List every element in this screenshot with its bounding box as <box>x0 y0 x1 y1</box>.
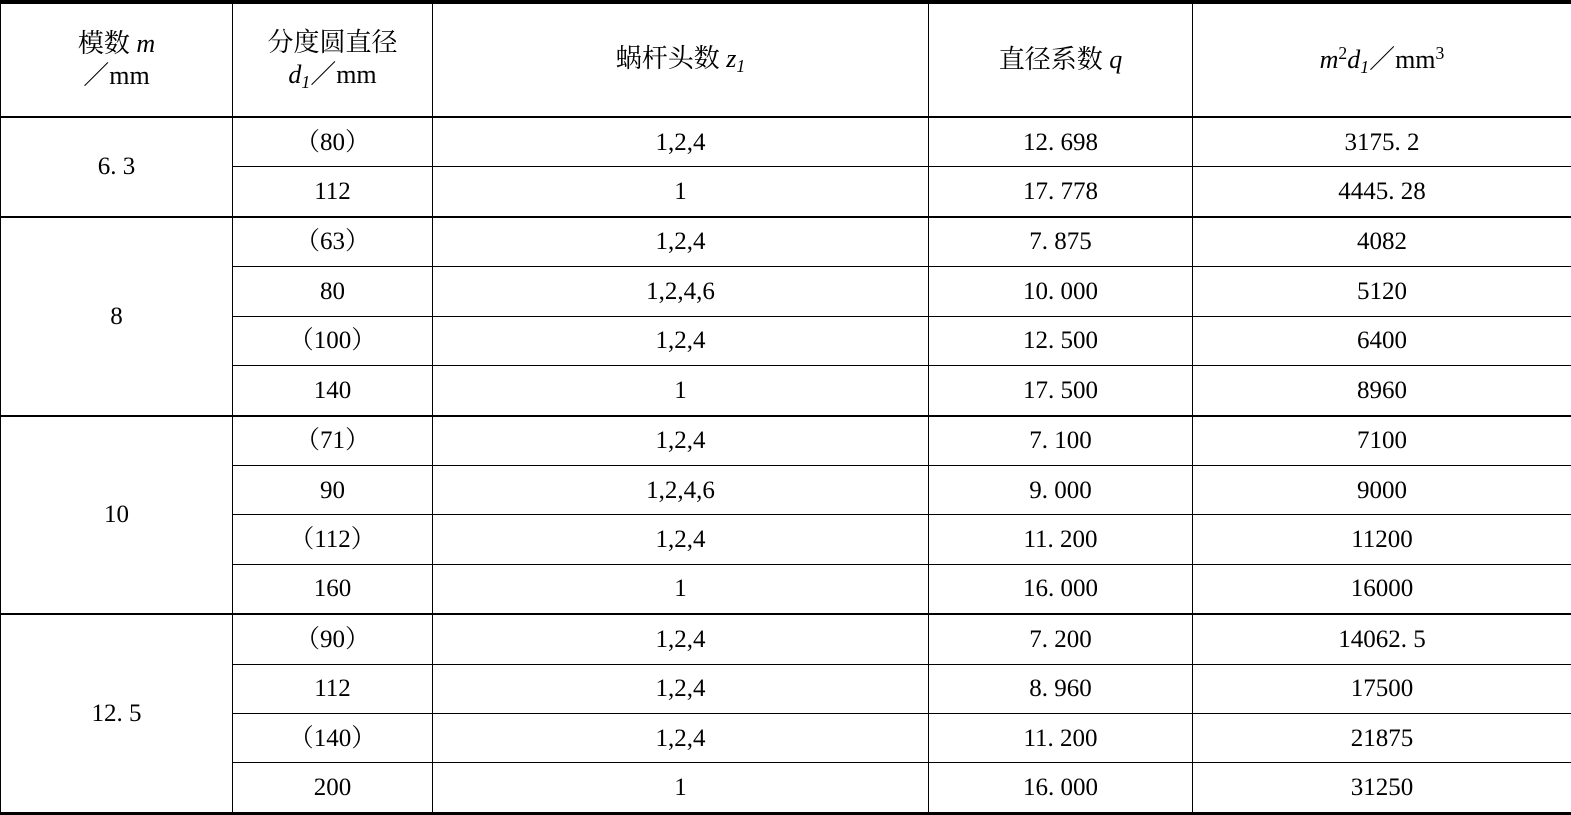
cell-pitch-diameter: 160 <box>233 564 433 614</box>
cell-diameter-coefficient: 16. 000 <box>929 564 1193 614</box>
cell-m2d1: 16000 <box>1193 564 1571 614</box>
cell-diameter-coefficient: 8. 960 <box>929 664 1193 713</box>
cell-m2d1: 7100 <box>1193 416 1571 466</box>
cell-m2d1: 11200 <box>1193 515 1571 564</box>
table-row <box>1 416 1571 466</box>
cell-thread-starts: 1 <box>433 366 929 416</box>
cell-diameter-coefficient: 12. 698 <box>929 117 1193 167</box>
cell-pitch-diameter: 112 <box>233 664 433 713</box>
cell-diameter-coefficient: 7. 200 <box>929 614 1193 664</box>
table-row <box>1 465 1571 514</box>
table-row <box>1 614 1571 664</box>
cell-m2d1: 17500 <box>1193 664 1571 713</box>
cell-thread-starts: 1,2,4 <box>433 416 929 466</box>
table-row <box>1 664 1571 713</box>
cell-pitch-diameter: （100） <box>233 316 433 365</box>
cell-diameter-coefficient: 17. 500 <box>929 366 1193 416</box>
table-row <box>1 217 1571 267</box>
cell-diameter-coefficient: 7. 100 <box>929 416 1193 466</box>
cell-diameter-coefficient: 7. 875 <box>929 217 1193 267</box>
cell-module: 10 <box>1 416 233 615</box>
table-row <box>1 366 1571 416</box>
table-row <box>1 515 1571 564</box>
table-header <box>1 2 1571 117</box>
cell-m2d1: 4082 <box>1193 217 1571 267</box>
cell-thread-starts: 1 <box>433 167 929 217</box>
cell-pitch-diameter: （80） <box>233 117 433 167</box>
cell-thread-starts: 1,2,4 <box>433 714 929 763</box>
header-module-line2: ／mm <box>83 61 150 90</box>
cell-m2d1: 8960 <box>1193 366 1571 416</box>
header-row <box>1 2 1571 117</box>
cell-pitch-diameter: 112 <box>233 167 433 217</box>
cell-m2d1: 14062. 5 <box>1193 614 1571 664</box>
table-body <box>1 117 1571 814</box>
cell-thread-starts: 1,2,4 <box>433 316 929 365</box>
header-m2d1: $m^2d_1/mm^3$ <box>1193 2 1571 117</box>
cell-diameter-coefficient: 9. 000 <box>929 465 1193 514</box>
cell-pitch-diameter: （112） <box>233 515 433 564</box>
header-diameter-coefficient: 直径系数 q <box>929 2 1193 117</box>
cell-pitch-diameter: （63） <box>233 217 433 267</box>
cell-pitch-diameter: 80 <box>233 267 433 316</box>
cell-pitch-diameter: 200 <box>233 763 433 814</box>
cell-module: 8 <box>1 217 233 416</box>
cell-diameter-coefficient: 11. 200 <box>929 714 1193 763</box>
header-thread-starts: 蜗杆头数 $z_1$ <box>433 2 929 117</box>
cell-diameter-coefficient: 17. 778 <box>929 167 1193 217</box>
cell-thread-starts: 1,2,4 <box>433 217 929 267</box>
cell-m2d1: 6400 <box>1193 316 1571 365</box>
cell-m2d1: 31250 <box>1193 763 1571 814</box>
cell-pitch-diameter: 90 <box>233 465 433 514</box>
cell-m2d1: 3175. 2 <box>1193 117 1571 167</box>
cell-diameter-coefficient: 10. 000 <box>929 267 1193 316</box>
cell-thread-starts: 1 <box>433 763 929 814</box>
cell-m2d1: 21875 <box>1193 714 1571 763</box>
cell-module: 6. 3 <box>1 117 233 217</box>
cell-diameter-coefficient: 16. 000 <box>929 763 1193 814</box>
cell-thread-starts: 1,2,4,6 <box>433 267 929 316</box>
cell-m2d1: 5120 <box>1193 267 1571 316</box>
table-row <box>1 316 1571 365</box>
table-row <box>1 714 1571 763</box>
cell-thread-starts: 1,2,4 <box>433 515 929 564</box>
table-row <box>1 763 1571 814</box>
cell-m2d1: 9000 <box>1193 465 1571 514</box>
table-row <box>1 564 1571 614</box>
cell-diameter-coefficient: 11. 200 <box>929 515 1193 564</box>
table-row <box>1 167 1571 217</box>
cell-pitch-diameter: （140） <box>233 714 433 763</box>
header-pitch-diameter-line2: $d_1/mm$ <box>288 60 377 93</box>
cell-pitch-diameter: 140 <box>233 366 433 416</box>
header-module <box>1 2 233 117</box>
table-row <box>1 267 1571 316</box>
cell-pitch-diameter: （71） <box>233 416 433 466</box>
cell-thread-starts: 1 <box>433 564 929 614</box>
cell-thread-starts: 1,2,4,6 <box>433 465 929 514</box>
cell-module: 12. 5 <box>1 614 233 813</box>
cell-diameter-coefficient: 12. 500 <box>929 316 1193 365</box>
table-row <box>1 117 1571 167</box>
header-module-line1: 模数 m <box>77 28 156 58</box>
header-pitch-diameter <box>233 2 433 117</box>
cell-m2d1: 4445. 28 <box>1193 167 1571 217</box>
header-pitch-diameter-line1: 分度圆直径 <box>267 27 398 57</box>
cell-pitch-diameter: （90） <box>233 614 433 664</box>
cell-thread-starts: 1,2,4 <box>433 117 929 167</box>
cell-thread-starts: 1,2,4 <box>433 664 929 713</box>
cell-thread-starts: 1,2,4 <box>433 614 929 664</box>
